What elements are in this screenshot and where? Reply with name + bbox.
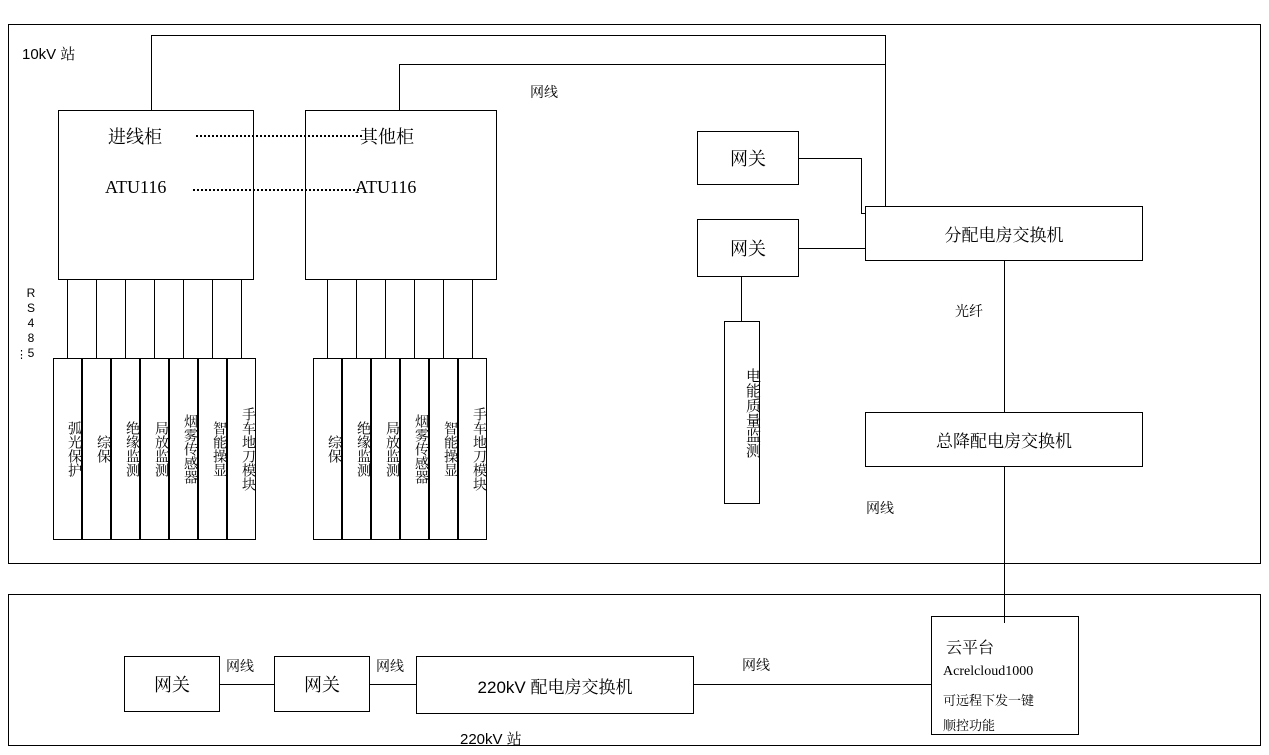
drop-c2-4 [414, 280, 415, 358]
cloud-platform-feature-line2: 顺控功能 [943, 718, 996, 733]
label-net-cable-b2: 网线 [376, 658, 404, 674]
drop-c1-4 [154, 280, 155, 358]
switch-distribution-label: 分配电房交换机 [944, 226, 1064, 245]
cabinet-link-dotted-bottom [193, 189, 359, 191]
module-label-c1-4: 局放监测 [154, 421, 170, 477]
line-cab1-top-run [151, 35, 885, 36]
cloud-platform-title: 云平台 [946, 640, 995, 657]
drop-c2-6 [472, 280, 473, 358]
module-label-c2-2: 绝缘监测 [356, 421, 372, 477]
gateway-2-label: 网关 [730, 239, 766, 259]
station-10kv-title: 10kV 站 [22, 46, 76, 63]
line-switch220-cloud [694, 684, 931, 685]
module-label-c1-7: 手车地刀模块 [241, 407, 257, 491]
line-gw2-right [799, 248, 865, 249]
module-label-c1-6: 智能操显 [212, 421, 228, 477]
module-label-c1-5: 烟雾传感器 [183, 414, 199, 484]
cabinet-other-device: ATU116 [355, 177, 417, 197]
drop-c1-1 [67, 280, 68, 358]
label-net-cable-b1: 网线 [226, 658, 254, 674]
cabinet-incoming-device: ATU116 [105, 177, 167, 197]
cabinet-other-name: 其他柜 [360, 127, 414, 147]
module-label-c2-3: 局放监测 [385, 421, 401, 477]
power-quality-label: 电能质量监测 [744, 368, 761, 458]
label-network-cable-top: 网线 [530, 84, 558, 100]
cabinet-link-dotted-top [196, 135, 362, 137]
module-label-c2-5: 智能操显 [443, 421, 459, 477]
line-bgw2-switch [370, 684, 416, 685]
cloud-platform-product: Acrelcloud1000 [943, 664, 1034, 679]
drop-c2-1 [327, 280, 328, 358]
bottom-gateway-2-label: 网关 [304, 675, 340, 695]
line-top-run-down-to-switch [885, 35, 886, 207]
label-network-cable-mid: 网线 [866, 500, 894, 516]
station-220kv-title: 220kV 站 [460, 731, 522, 748]
line-bgw1-bgw2 [220, 684, 274, 685]
drop-c1-7 [241, 280, 242, 358]
gateway-1-label: 网关 [730, 149, 766, 169]
cloud-platform-feature-line1: 可远程下发一键 [943, 693, 1035, 708]
module-label-c1-1: 弧光保护 [67, 421, 83, 477]
drop-c2-2 [356, 280, 357, 358]
line-gw1-down [861, 158, 862, 213]
drop-c1-3 [125, 280, 126, 358]
drop-c2-5 [443, 280, 444, 358]
bottom-gateway-1-label: 网关 [154, 675, 190, 695]
drop-c1-2 [96, 280, 97, 358]
label-net-cable-b3: 网线 [742, 657, 770, 673]
line-gw1-right [799, 158, 861, 159]
line-cab1-up [151, 35, 152, 111]
drop-c1-6 [212, 280, 213, 358]
rs485-label: R S 4 8 5 [26, 286, 36, 360]
line-fiber-down [1004, 261, 1005, 412]
module-label-c2-1: 综保 [327, 435, 343, 463]
module-label-c2-6: 手车地刀模块 [472, 407, 488, 491]
line-main-to-cloud [1004, 467, 1005, 623]
drop-c2-3 [385, 280, 386, 358]
cabinet-incoming-name: 进线柜 [108, 127, 162, 147]
rs485-dots-icon: ⋮ [16, 349, 27, 361]
drop-c1-5 [183, 280, 184, 358]
module-label-c2-4: 烟雾传感器 [414, 414, 430, 484]
module-label-c1-2: 综保 [96, 435, 112, 463]
line-gw2-down-pq [741, 277, 742, 321]
line-cab2-top-run [399, 64, 886, 65]
module-label-c1-3: 绝缘监测 [125, 421, 141, 477]
label-fiber: 光纤 [955, 303, 983, 319]
switch-main-label: 总降配电房交换机 [936, 432, 1072, 451]
switch-220-label: 220kV 配电房交换机 [477, 677, 633, 697]
line-cab2-up [399, 64, 400, 111]
